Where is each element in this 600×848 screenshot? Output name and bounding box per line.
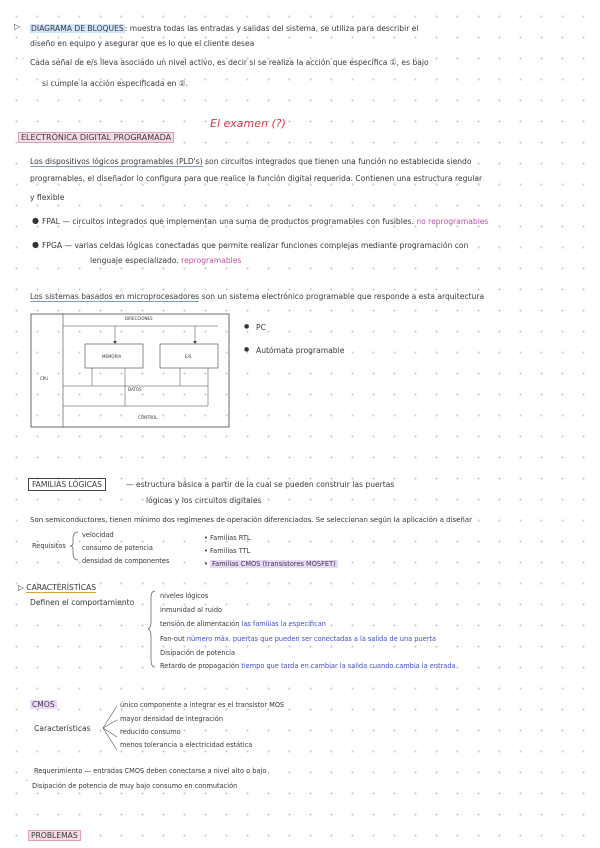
- req-item: densidad de componentes: [82, 557, 170, 565]
- text-line: Son semiconductores, tienen mínimo dos regímenes de operación diferenciados. Se seleccionan según la aplicación a diseñar: [30, 516, 473, 524]
- diagram-label-datos: DATOS: [128, 387, 142, 392]
- diagram-label-direcciones: DIRECCIONES: [125, 316, 153, 321]
- cmos-item: único componente a integrar es el transistor MOS: [120, 701, 285, 709]
- diagram-label-es: E/S: [185, 354, 192, 359]
- text-line: Requerimiento — entradas CMOS deben conectarse a nivel alto o bajo: [34, 767, 267, 775]
- char-item: inmunidad al ruido: [160, 606, 223, 614]
- text-line: — estructura básica a partir de la cual se pueden construir las puertas: [126, 480, 395, 489]
- char-item: tensión de alimentación las familias la especifican: [160, 620, 326, 628]
- section-title-caracteristicas: ▷ CARACTERÍSTICAS: [18, 583, 97, 592]
- text-line: programables, el diseñador lo configura para que realice la función digital requerida. Contienen una estructura regular: [30, 174, 483, 183]
- diagram-label-memoria: MEMORIA: [102, 354, 122, 359]
- text-line: FPGA — varias celdas lógicas conectadas que permite realizar funciones complejas mediante programación con: [42, 241, 469, 250]
- text-line: lógicas y los circuitos digitales: [146, 496, 262, 505]
- bullet: ●: [32, 240, 39, 249]
- diagram-label-cpu: CPU: [40, 376, 49, 381]
- list-item: PC: [256, 323, 266, 332]
- section-title-electronica: ELECTRÓNICA DIGITAL PROGRAMADA: [18, 133, 174, 143]
- cmos-item: menos tolerancia a electricidad estática: [120, 741, 253, 749]
- brace: [102, 703, 118, 753]
- char-item: Retardo de propagación tiempo que tarda en cambiar la salida cuando cambia la entrada: [160, 662, 456, 670]
- text-line: y flexible: [30, 193, 65, 202]
- text-line: lenguaje especializado. reprogramables: [90, 256, 242, 265]
- req-item: consumo de potencia: [82, 544, 153, 552]
- bullet: ·: [22, 56, 24, 63]
- family-item: • Familias CMOS (transistores MOSFET): [204, 560, 336, 568]
- bullet: ●: [244, 323, 250, 330]
- car-label: Características: [34, 724, 91, 733]
- text-line: Definen el comportamiento: [30, 598, 135, 607]
- term-diagrama: DIAGRAMA DE BLOQUES: [31, 24, 124, 33]
- cmos-item: reducido consumo: [120, 728, 181, 736]
- architecture-diagram: [30, 308, 230, 428]
- brace: [70, 531, 80, 561]
- char-item: niveles lógicos: [160, 592, 209, 600]
- char-item: Disipación de potencia: [160, 649, 236, 657]
- diagram-label-control: CONTROL: [138, 415, 158, 420]
- section-title-familias: FAMILIAS LÓGICAS: [28, 480, 106, 490]
- bullet: ·: [26, 778, 28, 785]
- text-line: FPAL — circuitos integrados que implementan una suma de productos programables con fusibles. no reprogramables: [42, 217, 489, 226]
- list-item: Autómata programable: [256, 346, 345, 355]
- text-line: Disipación de potencia de muy bajo consumo en conmutación: [32, 782, 238, 790]
- exam-note: El examen (?): [210, 117, 286, 130]
- req-item: velocidad: [82, 531, 114, 539]
- brace: [148, 590, 156, 668]
- text-line: si cumple la acción especificada en ②.: [42, 79, 189, 88]
- bullet: ▷: [14, 22, 21, 31]
- section-title-cmos: CMOS: [32, 700, 55, 709]
- text-line: diseño en equipo y asegurar que es lo que el cliente desea: [30, 39, 255, 48]
- bullet: ●: [244, 346, 250, 353]
- cmos-item: mayor densidad de integración: [120, 715, 224, 723]
- bullet: ●: [32, 216, 39, 225]
- req-label: Requisitos: [32, 542, 66, 550]
- char-item: Fan-out número máx. puertas que pueden ser conectadas a la salida de una puerta: [160, 635, 437, 643]
- family-item: • Familias TTL: [204, 547, 251, 555]
- text-line: Cada señal de e/s lleva asociado un nivel activo, es decir si se realiza la acción que especifica ①, es bajo: [30, 58, 429, 67]
- family-item: • Familias RTL: [204, 534, 251, 542]
- text-line: Los sistemas basados en microprocesadores son un sistema electrónico programable que responde a esta arquitectura: [30, 292, 485, 301]
- text-line: DIAGRAMA DE BLOQUES: muestra todas las entradas y salidas del sistema, se utiliza para describir el: [31, 24, 419, 33]
- section-title-problemas: PROBLEMAS: [28, 831, 81, 841]
- text-line: Los dispositivos lógicos programables (PLD's) son circuitos integrados que tienen una función no establecida siendo: [30, 157, 472, 166]
